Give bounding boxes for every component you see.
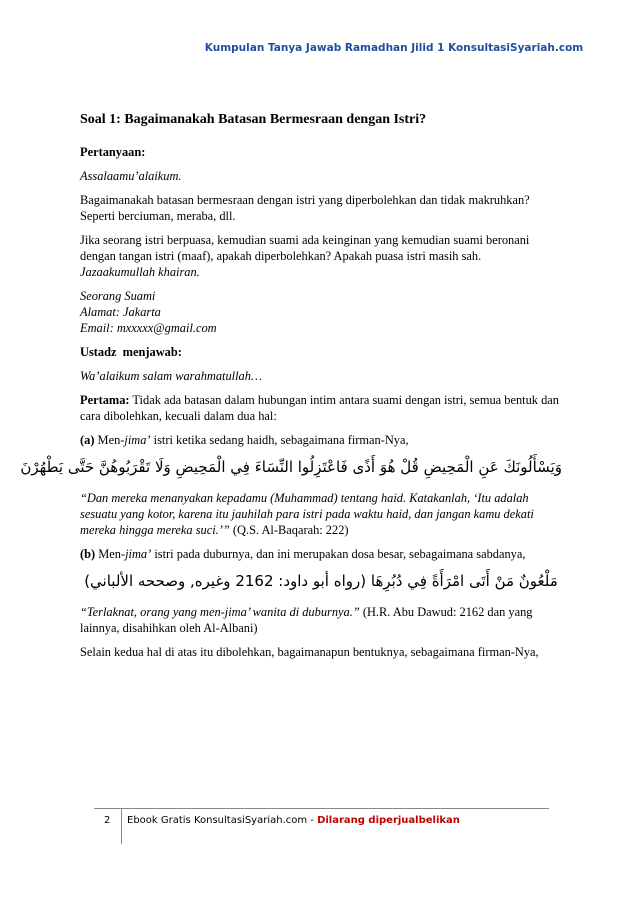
page-number: 2: [104, 815, 111, 826]
ustadz-label: Ustadz menjawab:: [80, 345, 182, 359]
point-a-post: istri ketika sedang haidh, sebagaimana firman-Nya,: [150, 433, 409, 447]
footer-text: [127, 815, 460, 826]
question-title: Soal 1: Bagaimanakah Batasan Bermesraan dengan Istri?: [80, 112, 427, 127]
pertanyaan-label: Pertanyaan:: [80, 145, 146, 159]
point-a-pre: Men-: [94, 433, 125, 447]
hadith-arabic: مَلْعُونٌ مَنْ أَتَى امْرَأَةً فِي دُبُرِهَا (رواه أبو داود: 2162 وغيره, وصححه الألباني): [84, 572, 558, 590]
question-paragraph-2: [80, 232, 562, 280]
point-a-term: jima’: [124, 433, 151, 447]
pertama-text: Tidak ada batasan dalam hubungan intim antara suami dengan istri, semua bentuk dan cara dibolehkan, kecuali dalam dua hal:: [80, 393, 559, 423]
point-b-label: (b): [80, 547, 96, 561]
pertama-label: Pertama:: [80, 393, 130, 407]
question-closing: Jazaakumullah khairan.: [80, 265, 200, 279]
translation-2-text: “Terlaknat, orang yang men-jima’ wanita di duburnya.”: [80, 605, 360, 619]
point-b: [80, 546, 562, 562]
pertama-paragraph: [80, 392, 562, 424]
question-paragraph-1: Bagaimanakah batasan bermesraan dengan istri yang diperbolehkan dan tidak makruhkan? Seperti berciuman, meraba, dll.: [80, 193, 530, 223]
translation-2: [80, 604, 562, 636]
point-a: [80, 432, 562, 448]
sender-email: Email: mxxxxx@gmail.com: [80, 321, 217, 335]
point-a-label: (a): [80, 433, 95, 447]
salam-text: Assalaamu’alaikum.: [80, 169, 182, 183]
translation-2-ref: (H.R. Abu Dawud: 2162 dan yang lainnya, disahihkan oleh Al-Albani): [80, 605, 533, 635]
footer-rule: [94, 808, 549, 809]
sender-block: [80, 288, 562, 336]
footer-warning: Dilarang diperjualbelikan: [317, 815, 460, 826]
point-b-term: jima’: [125, 547, 152, 561]
closing-paragraph: Selain kedua hal di atas itu dibolehkan, bagaimanapun bentuknya, sebagaimana firman-Nya,: [80, 645, 539, 659]
translation-1-text: “Dan mereka menanyakan kepadamu (Muhammad) tentang haid. Katakanlah, ‘Itu adalah sesuatu yang kotor, karena itu jauhilah para istri pada waktu haid, dan jangan kamu dekati mereka hingga mereka suci.’”: [80, 491, 534, 537]
translation-1-ref: (Q.S. Al-Baqarah: 222): [229, 523, 349, 537]
sender-address: Alamat: Jakarta: [80, 305, 161, 319]
answer-salam: Wa’alaikum salam warahmatullah…: [80, 369, 262, 383]
running-header: Kumpulan Tanya Jawab Ramadhan Jilid 1 KonsultasiSyariah.com: [204, 42, 584, 54]
translation-1: [80, 490, 562, 538]
point-b-pre: Men-: [95, 547, 126, 561]
point-b-post: istri pada duburnya, dan ini merupakan dosa besar, sebagaimana sabdanya,: [151, 547, 526, 561]
footer-ebook-text: Ebook Gratis KonsultasiSyariah.com -: [127, 815, 318, 826]
quran-verse-arabic: وَيَسْأَلُونَكَ عَنِ الْمَحِيضِ قُلْ هُوَ أَذًى فَاعْتَزِلُوا النِّسَاءَ فِي الْمَحِيضِ وَلَا تَقْرَبُوهُنَّ حَتَّى يَطْهُرْنَ: [20, 458, 562, 476]
footer-divider: [121, 808, 122, 844]
question-text-2: Jika seorang istri berpuasa, kemudian suami ada keinginan yang kemudian suami beronani dengan tangan istri (maaf), apakah diperbolehkan? Apakah puasa istri masih sah.: [80, 233, 530, 263]
sender-name: Seorang Suami: [80, 289, 156, 303]
article-body: [20, 112, 562, 668]
